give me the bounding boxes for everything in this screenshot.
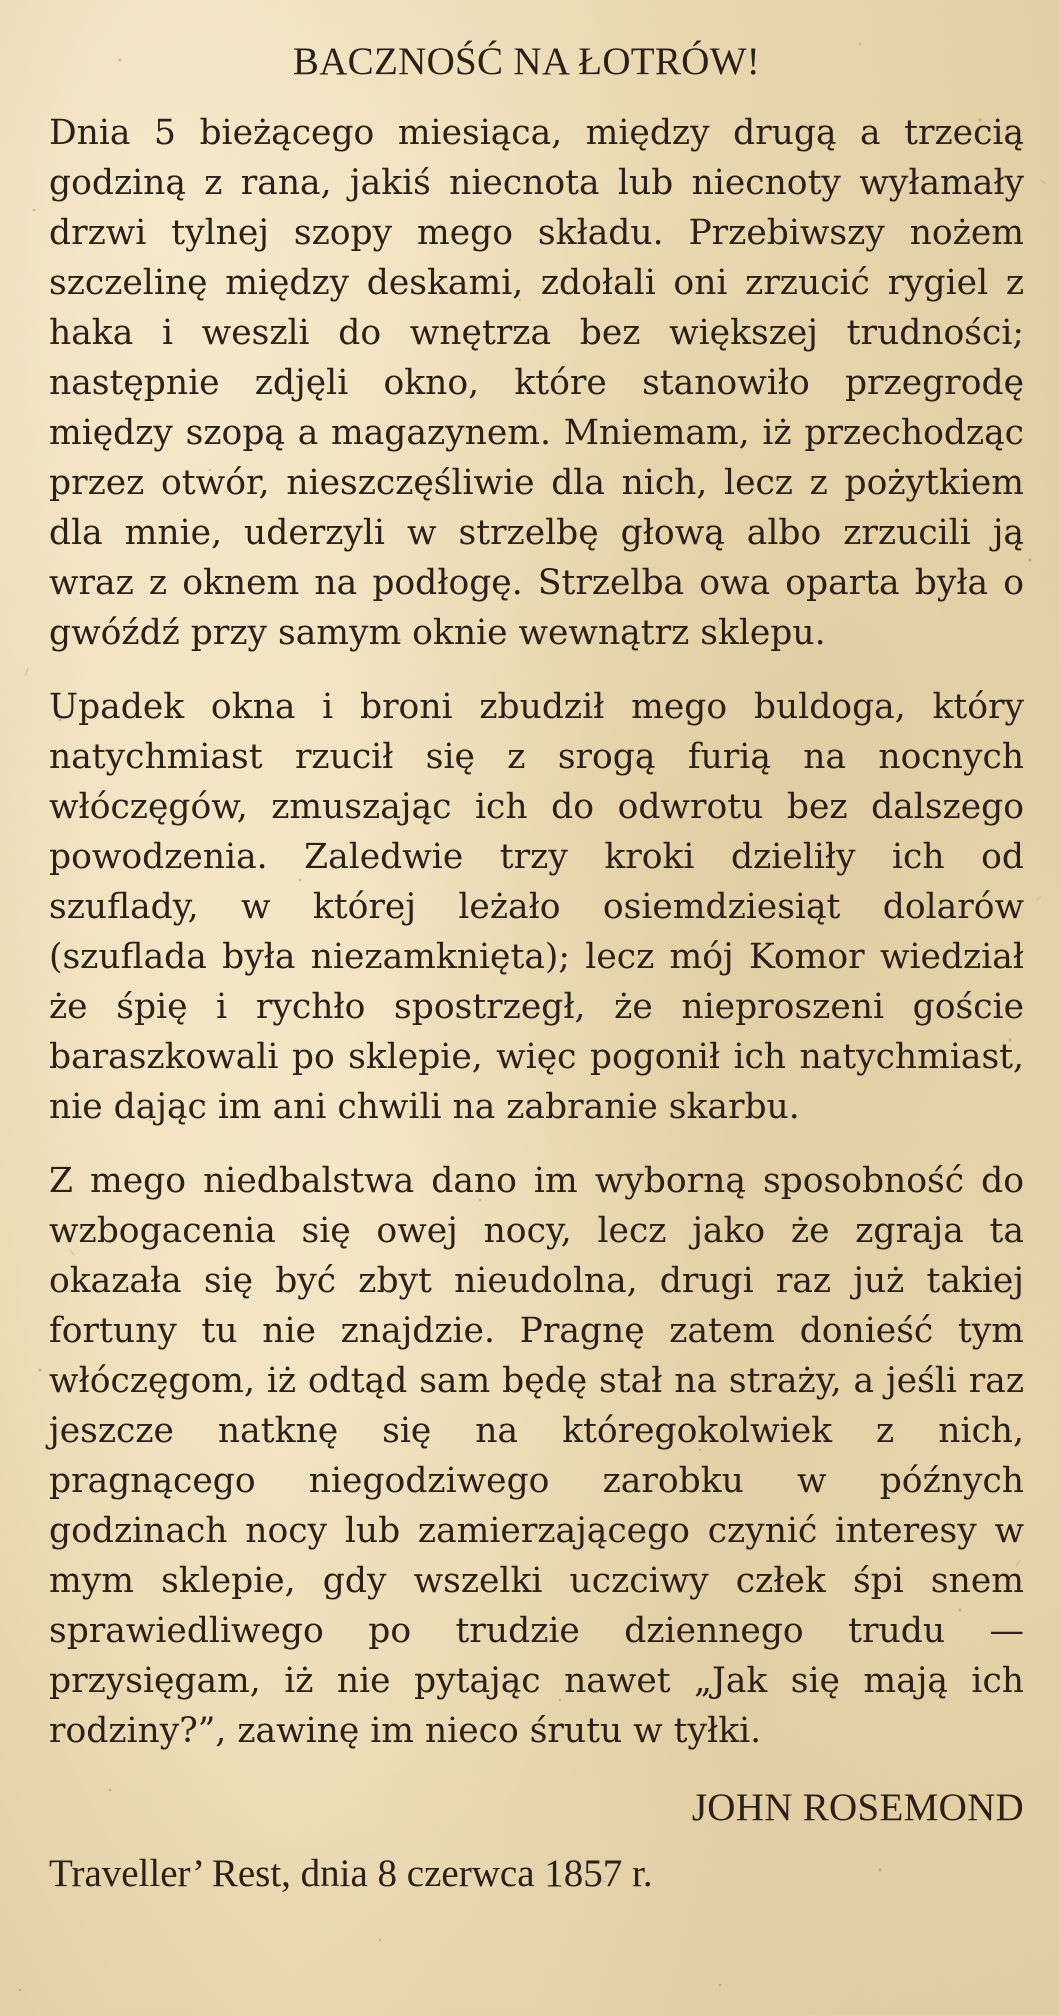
- notice: [49, 34, 1024, 1902]
- notice-paragraph: Z mego niedbalstwa dano im wyborną sposobność do wzbogacenia się owej nocy, lecz jako że zgraja ta okazała się być zbyt nieudolna, drugi raz już takiej fortuny tu nie znajdzie. Pragnę zatem donieść tym włóczęgom, iż odtąd sam będę stał na straży, a jeśli raz jeszcze natknę się na któregokolwiek z nich, pragnącego niegodziwego zarobku w późnych godzinach nocy lub zamierzającego czynić interesy w mym sklepie, gdy wszelki uczciwy człek śpi snem sprawiedliwego po trudzie dziennego trudu — przysięgam, iż nie pytając nawet „Jak się mają ich rodziny?”, zawinę im nieco śrutu w tyłki.: [49, 1161, 1024, 1751]
- notice-paragraph: Dnia 5 bieżącego miesiąca, między drugą a trzecią godziną z rana, jakiś niecnota lub niecnoty wyłamały drzwi tylnej szopy mego składu. Przebiwszy nożem szczelinę między deskami, zdołali oni zrzucić rygiel z haka i weszli do wnętrza bez większej trudności; następnie zdjęli okno, które stanowiło przegrodę między szopą a magazynem. Mniemam, iż przechodząc przez otwór, nieszczęśliwie dla nich, lecz z pożytkiem dla mnie, uderzyli w strzelbę głową albo zrzucili ją wraz z oknem na podłogę. Strzelba owa oparta była o gwóźdź przy samym oknie wewnątrz sklepu.: [49, 113, 1024, 653]
- signature: JOHN ROSEMOND: [691, 1786, 1024, 1829]
- notice-paragraph: Upadek okna i broni zbudził mego buldoga, który natychmiast rzucił się z srogą furią na nocnych włóczęgów, zmuszając ich do odwrotu bez dalszego powodzenia. Zaledwie trzy kroki dzieliły ich od szuflady, w której leżało osiemdziesiąt dolarów (szuflada była niezamknięta); lecz mój Komor wiedział że śpię i rychło spostrzegł, że nieproszeni goście baraszkowali po sklepie, więc pogonił ich natychmiast, nie dając im ani chwili na zabranie skarbu.: [49, 687, 1024, 1127]
- place-date: Traveller’ Rest, dnia 8 czerwca 1857 r.: [49, 1852, 653, 1895]
- notice-title: BACZNOŚĆ NA ŁOTRÓW!: [292, 40, 761, 83]
